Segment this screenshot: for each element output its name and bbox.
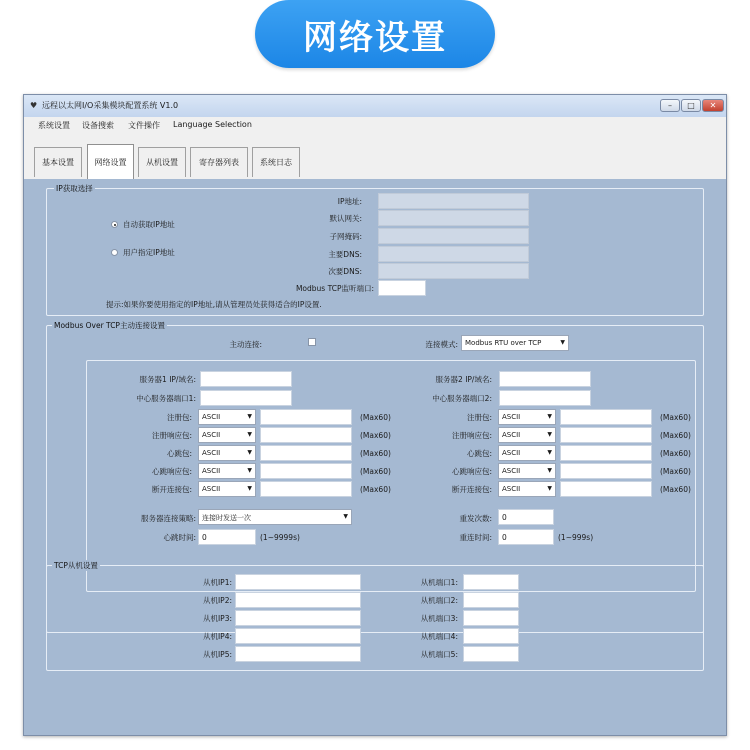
tab-basic-settings[interactable]: 基本设置	[34, 147, 82, 177]
encoding-value: ASCII	[202, 485, 221, 493]
ip-group-title: IP获取选择	[56, 184, 93, 193]
ip-hint-text: 提示:如果你要使用指定的IP地址,请从管理员处获得适合的IP设置.	[106, 300, 322, 309]
max-length-hint: (Max60)	[660, 413, 691, 422]
slave-ip3-label: 从机IP3:	[202, 614, 232, 623]
disconnect-packet-field[interactable]	[260, 481, 352, 497]
connect-strategy-label: 服务器连接策略:	[140, 514, 196, 523]
chevron-down-icon: ▼	[247, 449, 252, 456]
encoding-value: ASCII	[502, 467, 521, 475]
disconnect-packet-encoding-select-2[interactable]	[498, 481, 556, 497]
slave-port3-label: 从机端口3:	[420, 614, 458, 623]
max-length-hint: (Max60)	[660, 485, 691, 494]
subnet-mask-label: 子网掩码:	[329, 232, 362, 241]
register-packet-encoding-select-2[interactable]	[498, 409, 556, 425]
slave-port5-label: 从机端口5:	[420, 650, 458, 659]
server2-address-label: 服务器2 IP/域名:	[435, 375, 492, 384]
server1-address-field[interactable]	[200, 371, 292, 387]
slave-port5-field[interactable]	[463, 646, 519, 662]
reconnect-range-hint: (1~999s)	[558, 533, 594, 542]
heartbeat-time-label: 心跳时间:	[163, 533, 196, 542]
heartbeat-response-label-2: 心跳响应包:	[451, 467, 492, 476]
primary-dns-label: 主要DNS:	[328, 250, 362, 259]
active-connect-checkbox[interactable]	[308, 338, 316, 346]
chevron-down-icon: ▼	[247, 413, 252, 420]
server1-address-label: 服务器1 IP/域名:	[139, 375, 196, 384]
connect-strategy-value: 连接时发送一次	[202, 514, 251, 522]
subnet-mask-field[interactable]	[378, 228, 529, 244]
slave-ip4-label: 从机IP4:	[202, 632, 232, 641]
chevron-down-icon: ▼	[547, 431, 552, 438]
slave-port2-label: 从机端口2:	[420, 596, 458, 605]
secondary-dns-field[interactable]	[378, 263, 529, 279]
radio-manual-ip-label: 用户指定IP地址	[123, 248, 175, 257]
tab-slave-settings[interactable]: 从机设置	[138, 147, 186, 177]
max-length-hint: (Max60)	[660, 449, 691, 458]
chevron-down-icon: ▼	[547, 413, 552, 420]
max-length-hint: (Max60)	[360, 485, 391, 494]
slave-ip2-field[interactable]	[235, 592, 361, 608]
max-length-hint: (Max60)	[660, 431, 691, 440]
slave-ip3-field[interactable]	[235, 610, 361, 626]
radio-auto-ip-label: 自动获取IP地址	[123, 220, 175, 229]
radio-manual-ip[interactable]	[111, 249, 118, 256]
center-port1-field[interactable]	[200, 390, 292, 406]
chevron-down-icon: ▼	[560, 339, 565, 346]
menu-language-selection[interactable]: Language Selection	[173, 120, 252, 129]
page-banner	[255, 0, 495, 68]
heartbeat-response-label: 心跳响应包:	[151, 467, 192, 476]
maximize-button[interactable]: □	[681, 99, 701, 112]
chevron-down-icon: ▼	[547, 485, 552, 492]
app-window	[23, 94, 727, 736]
reconnect-time-field[interactable]: 0	[498, 529, 554, 545]
heartbeat-packet-label-2: 心跳包:	[466, 449, 492, 458]
reconnect-time-label: 重连时间:	[459, 533, 492, 542]
window-title: 远程以太网I/O采集模块配置系统 V1.0	[42, 101, 179, 110]
chevron-down-icon: ▼	[343, 513, 348, 520]
heartbeat-time-field[interactable]: 0	[198, 529, 256, 545]
slave-port4-field[interactable]	[463, 628, 519, 644]
banner-title: 网络设置	[303, 17, 447, 58]
menu-device-search[interactable]: 设备搜索	[82, 121, 114, 130]
max-length-hint: (Max60)	[360, 449, 391, 458]
tab-network-settings[interactable]: 网络设置	[87, 144, 134, 180]
encoding-value: ASCII	[202, 413, 221, 421]
register-packet-label-2: 注册包:	[466, 413, 492, 422]
register-response-field[interactable]	[260, 427, 352, 443]
listen-port-field[interactable]	[378, 280, 426, 296]
slave-ip1-label: 从机IP1:	[202, 578, 232, 587]
encoding-value: ASCII	[502, 413, 521, 421]
network-settings-panel	[32, 179, 718, 731]
active-connect-label: 主动连接:	[229, 340, 262, 349]
menu-bar	[24, 117, 726, 133]
app-icon: ♥	[30, 101, 38, 110]
connect-mode-select[interactable]	[461, 335, 569, 351]
gateway-field[interactable]	[378, 210, 529, 226]
tab-register-list[interactable]: 寄存器列表	[190, 147, 248, 177]
register-response-field-2[interactable]	[560, 427, 652, 443]
resend-count-label: 重发次数:	[459, 514, 492, 523]
disconnect-packet-label: 断开连接包:	[151, 485, 192, 494]
primary-dns-field[interactable]	[378, 246, 529, 262]
slave-port3-field[interactable]	[463, 610, 519, 626]
center-port2-field[interactable]	[499, 390, 591, 406]
slave-ip5-label: 从机IP5:	[202, 650, 232, 659]
encoding-value: ASCII	[202, 449, 221, 457]
tcp-slave-group-title: TCP从机设置	[54, 561, 98, 570]
heartbeat-response-encoding-select[interactable]	[198, 463, 256, 479]
chevron-down-icon: ▼	[247, 485, 252, 492]
ip-address-field[interactable]	[378, 193, 529, 209]
chevron-down-icon: ▼	[547, 467, 552, 474]
title-bar	[24, 95, 726, 117]
menu-system-settings[interactable]: 系统设置	[38, 121, 70, 130]
disconnect-packet-encoding-select[interactable]	[198, 481, 256, 497]
slave-port2-field[interactable]	[463, 592, 519, 608]
encoding-value: ASCII	[202, 467, 221, 475]
center-port1-label: 中心服务器端口1:	[136, 394, 196, 403]
connect-mode-label: 连接模式:	[425, 340, 458, 349]
chevron-down-icon: ▼	[547, 449, 552, 456]
chevron-down-icon: ▼	[247, 431, 252, 438]
server2-address-field[interactable]	[499, 371, 591, 387]
center-port2-label: 中心服务器端口2:	[432, 394, 492, 403]
radio-auto-ip[interactable]	[111, 221, 118, 228]
register-packet-encoding-select[interactable]	[198, 409, 256, 425]
close-button[interactable]: ✕	[702, 99, 724, 112]
connect-strategy-select[interactable]	[198, 509, 352, 525]
register-packet-field-2[interactable]	[560, 409, 652, 425]
slave-port4-label: 从机端口4:	[420, 632, 458, 641]
heartbeat-response-encoding-select-2[interactable]	[498, 463, 556, 479]
disconnect-packet-label-2: 断开连接包:	[451, 485, 492, 494]
slave-port1-field[interactable]	[463, 574, 519, 590]
heartbeat-range-hint: (1~9999s)	[260, 533, 300, 542]
heartbeat-response-field-2[interactable]	[560, 463, 652, 479]
heartbeat-packet-field[interactable]	[260, 445, 352, 461]
listen-port-label: Modbus TCP监听端口:	[295, 284, 374, 293]
register-response-label: 注册响应包:	[151, 431, 192, 440]
register-packet-label: 注册包:	[166, 413, 192, 422]
gateway-label: 默认网关:	[329, 214, 362, 223]
modbus-group-title: Modbus Over TCP主动连接设置	[54, 321, 165, 330]
slave-ip4-field[interactable]	[235, 628, 361, 644]
register-response-encoding-select[interactable]	[198, 427, 256, 443]
max-length-hint: (Max60)	[360, 413, 391, 422]
heartbeat-packet-encoding-select[interactable]	[198, 445, 256, 461]
heartbeat-response-field[interactable]	[260, 463, 352, 479]
slave-port1-label: 从机端口1:	[420, 578, 458, 587]
encoding-value: ASCII	[202, 431, 221, 439]
tab-system-log[interactable]: 系统日志	[252, 147, 300, 177]
register-response-encoding-select-2[interactable]	[498, 427, 556, 443]
slave-ip2-label: 从机IP2:	[202, 596, 232, 605]
connect-mode-value: Modbus RTU over TCP	[465, 339, 542, 347]
chevron-down-icon: ▼	[247, 467, 252, 474]
encoding-value: ASCII	[502, 449, 521, 457]
heartbeat-packet-encoding-select-2[interactable]	[498, 445, 556, 461]
tcp-slave-group	[46, 565, 704, 671]
resend-count-field[interactable]: 0	[498, 509, 554, 525]
minimize-button[interactable]: –	[660, 99, 680, 112]
encoding-value: ASCII	[502, 485, 521, 493]
max-length-hint: (Max60)	[660, 467, 691, 476]
heartbeat-packet-label: 心跳包:	[166, 449, 192, 458]
slave-ip1-field[interactable]	[235, 574, 361, 590]
encoding-value: ASCII	[502, 431, 521, 439]
menu-file-operations[interactable]: 文件操作	[128, 121, 160, 130]
max-length-hint: (Max60)	[360, 467, 391, 476]
max-length-hint: (Max60)	[360, 431, 391, 440]
secondary-dns-label: 次要DNS:	[328, 267, 362, 276]
register-packet-field[interactable]	[260, 409, 352, 425]
heartbeat-packet-field-2[interactable]	[560, 445, 652, 461]
register-response-label-2: 注册响应包:	[451, 431, 492, 440]
slave-ip5-field[interactable]	[235, 646, 361, 662]
ip-address-label: IP地址:	[337, 197, 362, 206]
disconnect-packet-field-2[interactable]	[560, 481, 652, 497]
